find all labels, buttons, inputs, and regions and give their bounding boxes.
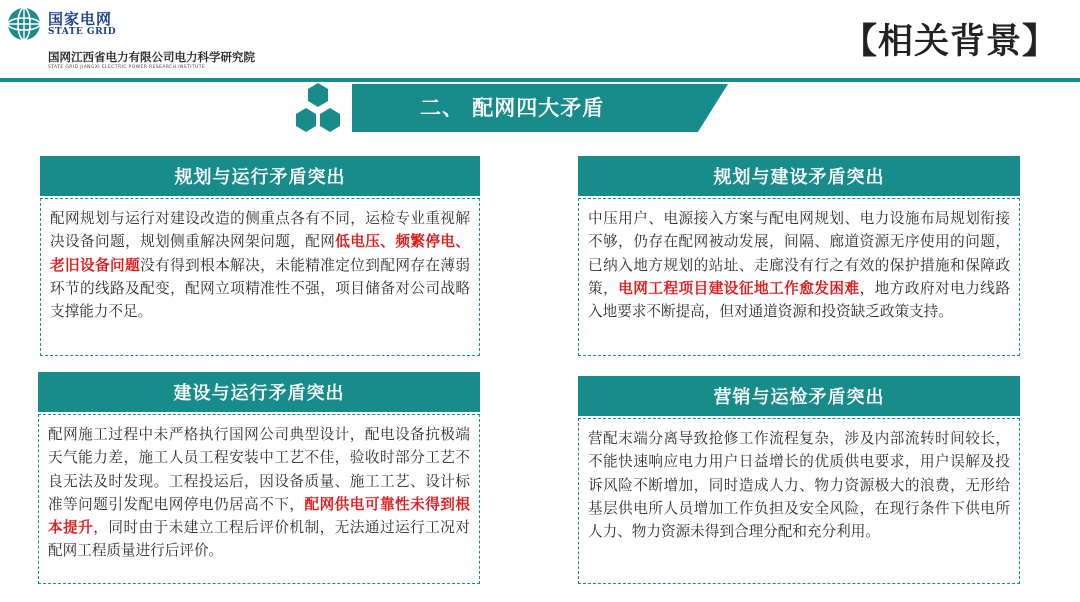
card-body-construction-operation bbox=[38, 414, 480, 584]
card-body-marketing-maintenance bbox=[578, 418, 1020, 584]
institute-name-cn: 国网江西省电力有限公司电力科学研究院 bbox=[48, 50, 255, 64]
card-highlight: 电网工程项目建设征地工作愈发困难 bbox=[618, 279, 860, 297]
brand-name-cn: 国家电网 bbox=[48, 10, 113, 28]
header bbox=[0, 0, 1080, 82]
card-highlight: 配网供电可靠性未得到根本提升 bbox=[48, 495, 470, 537]
card-body-planning-construction bbox=[578, 198, 1020, 356]
card-header-planning-construction: 规划与建设矛盾突出 bbox=[578, 156, 1020, 196]
card-text: ，地方政府对电力线路入地要求不断提高，但对通道资源和投资缺乏政策支持。 bbox=[588, 279, 1010, 321]
card-body-planning-operation bbox=[40, 198, 480, 356]
card-text: ，同时由于未建立工程后评价机制，无法通过运行工况对配网工程质量进行后评价。 bbox=[48, 519, 470, 560]
card-text: 配网施工过程中未严格执行国网公司典型设计，配电设备抗极端天气能力差，施工人员工程安装中工艺不佳，验收时部分工艺不良无法及时发现。工程投运后，因设备质量、施工工艺、设计标准等问题引发配电网停电仍居高不下， bbox=[48, 426, 470, 513]
card-text: 配网规划与运行对建设改造的侧重点各有不同，运检专业重视解决设备问题，规划侧重解决网架问题，配网 bbox=[50, 210, 470, 251]
section-title: 二、 配网四大矛盾 bbox=[420, 96, 605, 120]
card-highlight: 低电压、频繁停电、老旧设备问题 bbox=[50, 233, 470, 274]
card-text: 没有得到根本解决，未能精准定位到配网存在薄弱环节的线路及配变，配网立项精准性不强，项目储备对公司战略支撑能力不足。 bbox=[50, 256, 470, 321]
header-divider bbox=[0, 78, 1080, 82]
card-header-construction-operation: 建设与运行矛盾突出 bbox=[38, 372, 480, 412]
hexagon-cluster-icon bbox=[286, 82, 350, 134]
card-text: 营配末端分离导致抢修工作流程复杂，涉及内部流转时间较长，不能快速响应电力用户日益增长的优质供电要求，用户误解及投诉风险不断增加，同时造成人力、物力资源极大的浪费，无形给基层供电所人员增加工作负担及安全风险，在现行条件下供电所人力、物力资源未得到合理分配和充分利用。 bbox=[588, 430, 1010, 541]
card-text: 中压用户、电源接入方案与配电网规划、电力设施布局规划衔接不够，仍存在配网被动发展，间隔、廊道资源无序使用的问题，已纳入地方规划的站址、走廊没有行之有效的保护措施和保障政策， bbox=[588, 210, 1010, 297]
page-title: 【相关背景】 bbox=[841, 22, 1058, 62]
state-grid-logo-icon bbox=[6, 6, 42, 42]
card-header-marketing-maintenance: 营销与运检矛盾突出 bbox=[578, 376, 1020, 416]
brand-name-en: STATE GRID bbox=[48, 27, 117, 37]
institute-name-en: STATE GRID JIANGXI ELECTRIC POWER RESEARCH INSTITUTE bbox=[48, 65, 206, 70]
card-header-planning-operation: 规划与运行矛盾突出 bbox=[40, 156, 480, 196]
